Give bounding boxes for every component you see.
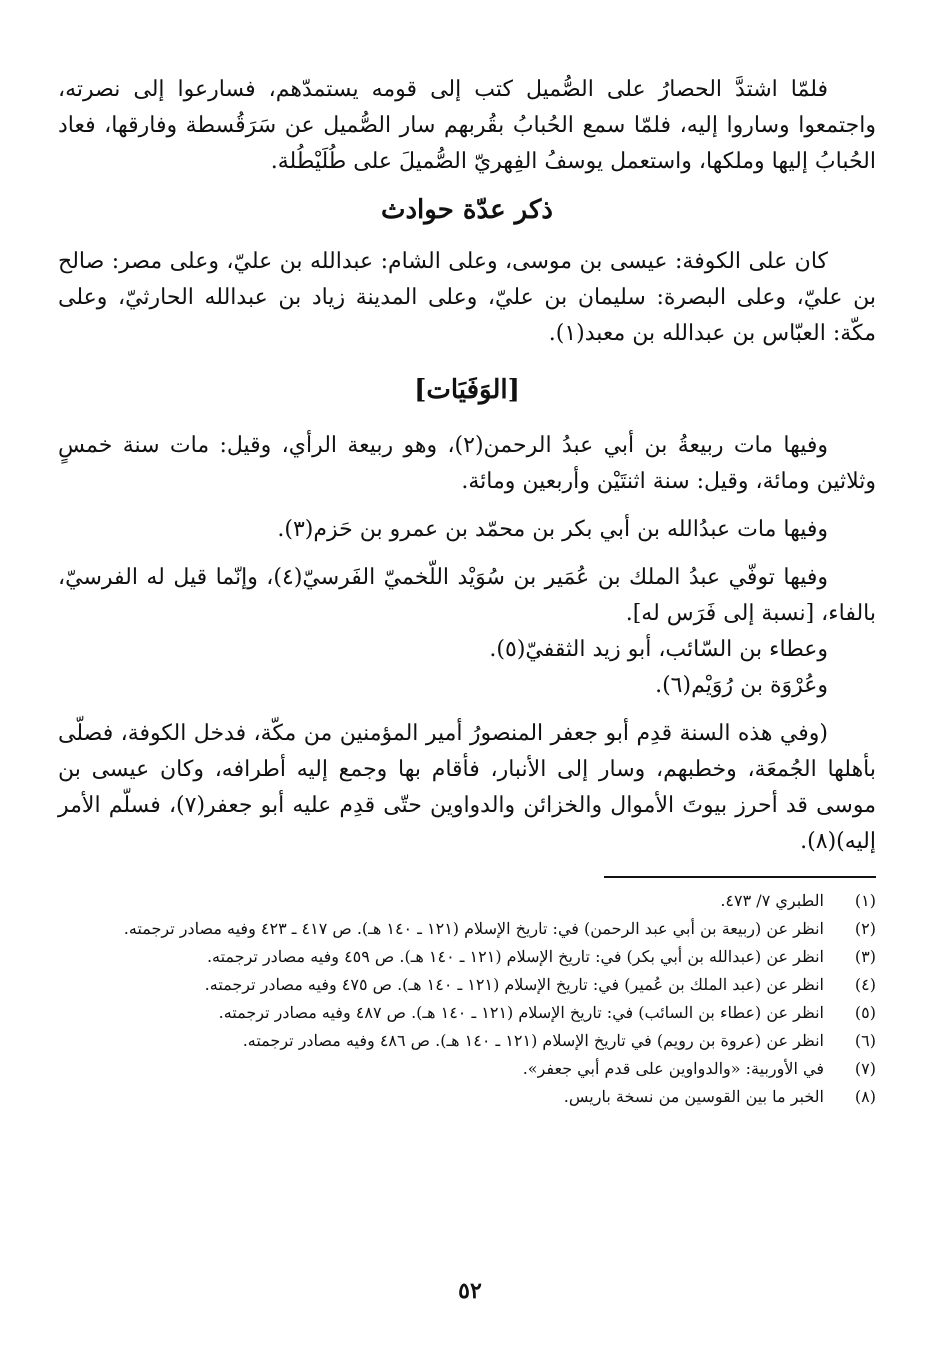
- footnote-text: الخبر ما بين القوسين من نسخة باريس.: [563, 1087, 824, 1106]
- footnote-divider: [604, 876, 876, 878]
- page-number: ٥٢: [458, 1278, 482, 1304]
- footnote-text: انظر عن (ربيعة بن أبي عبد الرحمن) في: تاريخ الإسلام (١٢١ ـ ١٤٠ هـ). ص ٤١٧ ـ ٤٢٣ وفيه مصادر ترجمته.: [123, 919, 824, 938]
- footnote-text: انظر عن (عطاء بن السائب) في: تاريخ الإسلام (١٢١ ـ ١٤٠ هـ). ص ٤٨٧ وفيه مصادر ترجمته.: [218, 1003, 824, 1022]
- footnote-text: انظر عن (عبد الملك بن عُمير) في: تاريخ الإسلام (١٢١ ـ ١٤٠ هـ). ص ٤٧٥ وفيه مصادر ترجمته.: [204, 975, 824, 994]
- footnote-item: [58, 888, 876, 914]
- footnote-text: في الأوربية: «والدواوين على قدم أبي جعفر».: [522, 1059, 824, 1078]
- footnote-item: [58, 1000, 876, 1026]
- section-heading-deaths: [الوَفَيَات]: [414, 375, 520, 405]
- footnote-item: [58, 944, 876, 970]
- deaths-paragraph-3: وفيها توفّي عبدُ الملك بن عُمَير بن سُوَيْد اللّخميّ الفَرسيّ(٤)، وإنّما قيل له الفرسيّ، بالفاء، [نسبة إلى فَرَس له].: [58, 565, 876, 626]
- footnote-number: (٦): [854, 1031, 876, 1050]
- footnote-text: الطبري ٧/ ٤٧٣.: [720, 891, 824, 910]
- deaths-paragraph-4: وعطاء بن السّائب، أبو زيد الثقفيّ(٥).: [489, 637, 828, 662]
- section-heading-events: ذكر عدّة حوادث: [381, 195, 553, 225]
- footnote-number: (٣): [854, 947, 876, 966]
- mansur-paragraph: (وفي هذه السنة قدِم أبو جعفر المنصورُ أمير المؤمنين من مكّة، فدخل الكوفة، فصلّى بأهلها الجُمعَة، وخطبهم، وسار إلى الأنبار، فأقام بها وجمع إليه أطرافه، وكان عيسى بن موسى قد أحرز بيوتَ الأموال والخزائن والدواوين حتّى قدِم عليه أبو جعفر(٧)، فسلّم الأمر إليه)(٨).: [58, 721, 876, 854]
- opening-paragraph: فلمّا اشتدَّ الحصارُ على الصُّميل كتب إلى قومه يستمدّهم، فسارعوا إلى نصرته، واجتمعوا وساروا إليه، فلمّا سمع الحُبابُ بقُربهم سار الصُّميل عن سَرَقُسطة وفارقها، فعاد الحُبابُ إليها وملكها، واستعمل يوسفُ الفِهريّ الصُّميلَ على طُلَيْطُلة.: [58, 77, 876, 174]
- footnote-number: (١): [854, 891, 876, 910]
- footnote-number: (٤): [854, 975, 876, 994]
- footnote-number: (٧): [854, 1059, 876, 1078]
- deaths-paragraph-5: وعُرْوَة بن رُوَيْم(٦).: [655, 673, 828, 698]
- deaths-paragraph-1: وفيها مات ربيعةُ بن أبي عبدُ الرحمن(٢)، وهو ربيعة الرأي، وقيل: مات سنة خمسٍ وثلاثين ومائة، وقيل: سنة اثنتَيْن وأربعين ومائة.: [58, 433, 876, 494]
- footnote-text: انظر عن (عبدالله بن أبي بكر) في: تاريخ الإسلام (١٢١ ـ ١٤٠ هـ). ص ٤٥٩ وفيه مصادر ترجمته.: [206, 947, 824, 966]
- footnote-text: انظر عن (عروة بن رويم) في تاريخ الإسلام (١٢١ ـ ١٤٠ هـ). ص ٤٨٦ وفيه مصادر ترجمته.: [242, 1031, 824, 1050]
- page-body: [58, 72, 876, 1112]
- footnote-number: (٥): [854, 1003, 876, 1022]
- footnote-number: (٨): [854, 1087, 876, 1106]
- footnote-item: [58, 1028, 876, 1054]
- footnote-item: [58, 1056, 876, 1082]
- events-paragraph: كان على الكوفة: عيسى بن موسى، وعلى الشام: عبدالله بن عليّ، وعلى مصر: صالح بن عليّ، وعلى البصرة: سليمان بن عليّ، وعلى المدينة زياد بن عبدالله الحارثيّ، وعلى مكّة: العبّاس بن عبدالله بن معبد(١).: [58, 249, 876, 346]
- footnote-item: [58, 972, 876, 998]
- deaths-paragraph-2: وفيها مات عبدُالله بن أبي بكر بن محمّد بن عمرو بن حَزم(٣).: [277, 517, 828, 542]
- footnote-item: [58, 1084, 876, 1110]
- footnotes: [58, 888, 876, 1110]
- footnote-number: (٢): [854, 919, 876, 938]
- footnote-item: [58, 916, 876, 942]
